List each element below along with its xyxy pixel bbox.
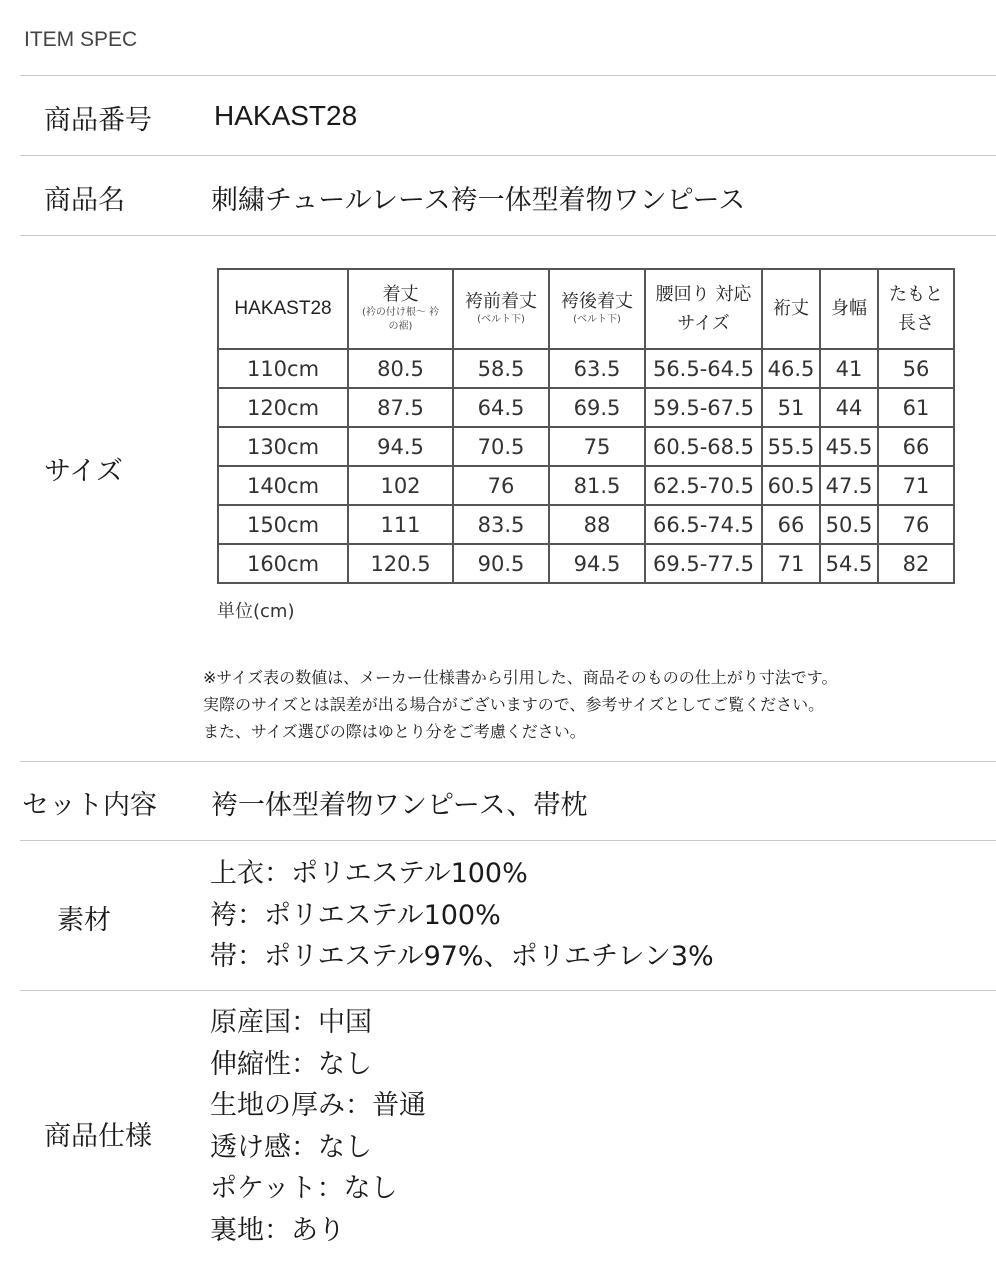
spec-line: 生地の厚み：普通 — [210, 1090, 426, 1121]
size-cell: 66 — [762, 505, 820, 544]
size-cell-label: 110cm — [218, 349, 348, 388]
header-cell: 裄丈 — [762, 269, 820, 349]
set-value: 袴一体型着物ワンピース、帯枕 — [211, 790, 588, 821]
size-cell: 51 — [762, 388, 820, 427]
spec-line: 透け感：なし — [210, 1131, 372, 1163]
spec-line: 裏地：あり — [210, 1214, 345, 1246]
size-cell: 120.5 — [348, 544, 453, 583]
size-cell: 61 — [878, 388, 954, 427]
size-cell: 66.5-74.5 — [645, 505, 762, 544]
size-cell: 90.5 — [453, 544, 549, 583]
size-cell: 47.5 — [820, 466, 878, 505]
material-line: 上衣：ポリエステル100% — [210, 858, 528, 889]
size-cell-label: 140cm — [218, 466, 348, 505]
size-row — [218, 349, 954, 388]
size-cell: 102 — [348, 466, 453, 505]
size-cell: 76 — [453, 466, 549, 505]
size-cell: 56.5-64.5 — [645, 349, 762, 388]
size-cell: 94.5 — [348, 427, 453, 466]
size-cell: 111 — [348, 505, 453, 544]
size-cell: 50.5 — [820, 505, 878, 544]
note-line: 実際のサイズとは誤差が出る場合がございますので、参考サイズとしてご覧ください。 — [203, 695, 825, 714]
header-cell: 着丈 (衿の付け根〜 衿の裾) — [348, 269, 453, 349]
size-cell: 64.5 — [453, 388, 549, 427]
header-cell: 身幅 — [820, 269, 878, 349]
size-cell: 76 — [878, 505, 954, 544]
header-cell: たもと 長さ — [878, 269, 954, 349]
size-cell: 81.5 — [549, 466, 645, 505]
size-cell: 88 — [549, 505, 645, 544]
size-cell: 69.5-77.5 — [645, 544, 762, 583]
item-number-label: 商品番号 — [44, 105, 152, 136]
size-cell: 83.5 — [453, 505, 549, 544]
spec-line: 原産国：中国 — [210, 1007, 372, 1038]
header-cell: 袴前着丈 (ベルト下) — [453, 269, 549, 349]
divider — [20, 75, 996, 76]
size-cell: 82 — [878, 544, 954, 583]
size-cell: 71 — [878, 466, 954, 505]
material-label: 素材 — [57, 905, 111, 936]
size-cell: 69.5 — [549, 388, 645, 427]
divider — [20, 235, 996, 236]
size-cell: 45.5 — [820, 427, 878, 466]
size-table — [217, 268, 955, 584]
size-row — [218, 544, 954, 583]
size-row — [218, 427, 954, 466]
spec-line: ポケット：なし — [210, 1173, 398, 1204]
divider — [20, 155, 996, 156]
size-row — [218, 388, 954, 427]
section-title: ITEM SPEC — [24, 28, 138, 51]
size-label: サイズ — [44, 456, 123, 487]
size-cell: 56 — [878, 349, 954, 388]
divider — [20, 990, 996, 991]
item-name-label: 商品名 — [44, 185, 125, 216]
size-cell: 70.5 — [453, 427, 549, 466]
size-cell: 55.5 — [762, 427, 820, 466]
size-cell: 46.5 — [762, 349, 820, 388]
size-row — [218, 505, 954, 544]
size-cell-label: 130cm — [218, 427, 348, 466]
size-cell: 60.5 — [762, 466, 820, 505]
spec-lines — [210, 1002, 426, 1251]
size-table-header-row — [218, 269, 954, 349]
size-cell: 54.5 — [820, 544, 878, 583]
item-name-value: 刺繍チュールレース袴一体型着物ワンピース — [211, 185, 746, 216]
header-cell: 腰回り 対応サイズ — [645, 269, 762, 349]
item-number-value: HAKAST28 — [214, 100, 358, 131]
size-cell-label: 160cm — [218, 544, 348, 583]
note-line: ※サイズ表の数値は、メーカー仕様書から引用した、商品そのものの仕上がり寸法です。 — [203, 668, 838, 687]
size-notes — [203, 664, 838, 745]
size-cell: 71 — [762, 544, 820, 583]
spec-label: 商品仕様 — [44, 1121, 152, 1152]
size-cell: 94.5 — [549, 544, 645, 583]
size-cell: 41 — [820, 349, 878, 388]
size-cell: 44 — [820, 388, 878, 427]
spec-line: 伸縮性：なし — [210, 1048, 372, 1080]
divider — [20, 840, 996, 841]
size-cell: 75 — [549, 427, 645, 466]
size-cell: 60.5-68.5 — [645, 427, 762, 466]
note-line: また、サイズ選びの際はゆとり分をご考慮ください。 — [203, 722, 586, 741]
set-label: セット内容 — [22, 790, 157, 821]
size-cell: 87.5 — [348, 388, 453, 427]
header-cell: 袴後着丈 (ベルト下) — [549, 269, 645, 349]
divider — [20, 761, 996, 762]
size-cell: 59.5-67.5 — [645, 388, 762, 427]
size-cell: 63.5 — [549, 349, 645, 388]
material-line: 袴：ポリエステル100% — [210, 899, 501, 931]
material-line: 帯：ポリエステル97%、ポリエチレン3% — [210, 941, 714, 972]
size-cell: 62.5-70.5 — [645, 466, 762, 505]
header-cell: HAKAST28 — [218, 269, 348, 349]
size-cell-label: 120cm — [218, 388, 348, 427]
size-cell: 58.5 — [453, 349, 549, 388]
size-row — [218, 466, 954, 505]
size-cell: 80.5 — [348, 349, 453, 388]
material-lines — [210, 853, 714, 978]
size-cell-label: 150cm — [218, 505, 348, 544]
unit-note: 単位(cm) — [217, 601, 295, 622]
size-cell: 66 — [878, 427, 954, 466]
